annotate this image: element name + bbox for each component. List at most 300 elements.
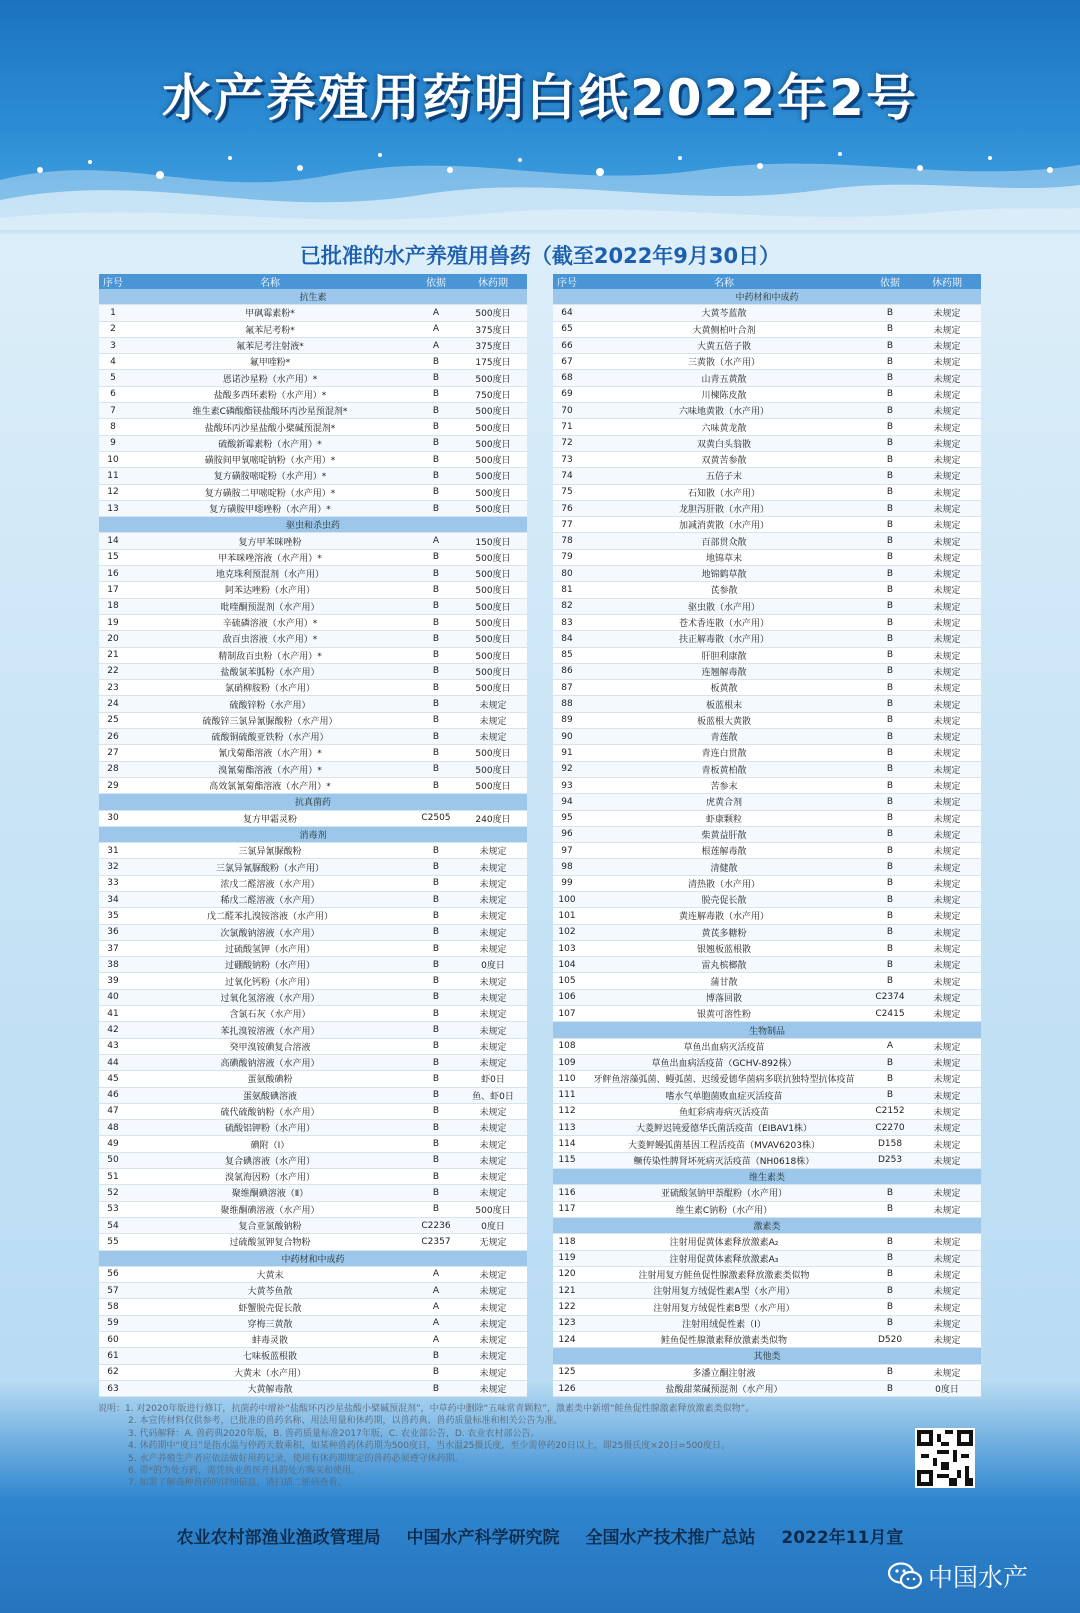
table-row <box>553 1283 981 1299</box>
table-row <box>553 500 981 516</box>
cell-name: 蒲甘散 <box>581 973 867 989</box>
cell-no: 112 <box>553 1103 581 1119</box>
cell-name: 碘附（Ⅰ） <box>127 1136 413 1152</box>
cell-name: 含氯石灰（水产用） <box>127 1006 413 1022</box>
cell-period: 未规定 <box>913 533 981 549</box>
table-row <box>553 370 981 386</box>
cell-no: 73 <box>553 451 581 467</box>
cell-basis: B <box>867 1250 913 1266</box>
table-row <box>99 924 527 940</box>
cell-no: 46 <box>99 1087 127 1103</box>
cell-basis: A <box>413 1283 459 1299</box>
cell-period: 未规定 <box>913 419 981 435</box>
cell-no: 116 <box>553 1185 581 1201</box>
cell-period: 150度日 <box>459 533 527 549</box>
cell-period: 未规定 <box>913 1201 981 1217</box>
cell-basis: C2415 <box>867 1006 913 1022</box>
table-row <box>99 810 527 826</box>
cell-no: 42 <box>99 1022 127 1038</box>
qr-code-icon <box>917 1430 973 1486</box>
cell-basis: B <box>413 696 459 712</box>
cell-period: 500度日 <box>459 305 527 321</box>
cell-name: 脱壳促长散 <box>581 891 867 907</box>
cell-no: 69 <box>553 386 581 402</box>
cell-period: 500度日 <box>459 614 527 630</box>
cell-basis: B <box>413 1087 459 1103</box>
note-line: 5. 水产养殖生产者应依法做好用药记录，使用有休药期规定的兽药必须遵守休药期。 <box>128 1453 464 1464</box>
cell-name: 银翘板蓝根散 <box>581 940 867 956</box>
cell-no: 88 <box>553 696 581 712</box>
cell-basis: B <box>413 908 459 924</box>
cell-basis: B <box>413 1038 459 1054</box>
cell-name: 大菱鲆鳗弧菌基因工程活疫苗（MVAV6203株） <box>581 1136 867 1152</box>
cell-no: 48 <box>99 1120 127 1136</box>
cell-basis: B <box>867 794 913 810</box>
cell-no: 76 <box>553 500 581 516</box>
cell-no: 114 <box>553 1136 581 1152</box>
cell-no: 57 <box>99 1283 127 1299</box>
cell-no: 93 <box>553 777 581 793</box>
table-row <box>553 484 981 500</box>
cell-basis: B <box>413 1169 459 1185</box>
cell-name: 过硼酸钠粉（水产用） <box>127 957 413 973</box>
cell-name: 维生素C钠粉（水产用） <box>581 1201 867 1217</box>
cell-name: 硫酸锌三氯异氰脲酸粉（水产用） <box>127 712 413 728</box>
cell-no: 121 <box>553 1283 581 1299</box>
cell-no: 113 <box>553 1120 581 1136</box>
table-row <box>553 712 981 728</box>
cell-basis: A <box>867 1038 913 1054</box>
cell-name: 盐酸甜菜碱预混剂（水产用） <box>581 1380 867 1396</box>
cell-no: 16 <box>99 566 127 582</box>
cell-no: 14 <box>99 533 127 549</box>
cell-name: 大菱鲆迟钝爱德华氏菌活疫苗（EIBAV1株） <box>581 1120 867 1136</box>
cell-name: 复方磺胺嘧啶粉（水产用）* <box>127 468 413 484</box>
cell-basis: B <box>413 729 459 745</box>
cell-period: 未规定 <box>913 647 981 663</box>
footer-orgs <box>0 1523 1080 1548</box>
cell-period: 未规定 <box>913 875 981 891</box>
cell-no: 47 <box>99 1103 127 1119</box>
cell-no: 67 <box>553 354 581 370</box>
cell-period: 未规定 <box>459 1348 527 1364</box>
table-row <box>99 875 527 891</box>
cell-period: 500度日 <box>459 566 527 582</box>
cell-name: 青连白贯散 <box>581 745 867 761</box>
cell-basis: C2236 <box>413 1217 459 1233</box>
cell-no: 23 <box>99 680 127 696</box>
table-row <box>99 435 527 451</box>
cell-period: 未规定 <box>913 517 981 533</box>
table-row <box>99 1087 527 1103</box>
table-row <box>553 1038 981 1054</box>
cell-period: 500度日 <box>459 598 527 614</box>
table-row <box>99 337 527 353</box>
qr-code[interactable] <box>915 1428 975 1488</box>
cell-no: 75 <box>553 484 581 500</box>
table-row <box>553 598 981 614</box>
table-row <box>99 1283 527 1299</box>
cell-basis: B <box>867 435 913 451</box>
cell-basis: B <box>867 1087 913 1103</box>
col-header-period: 休药期 <box>459 274 527 289</box>
cell-period: 未规定 <box>913 1299 981 1315</box>
org-1: 农业农村部渔业渔政管理局 <box>176 1528 381 1548</box>
cell-period: 未规定 <box>913 614 981 630</box>
cell-no: 7 <box>99 403 127 419</box>
table-header <box>99 274 527 289</box>
cell-period: 未规定 <box>459 891 527 907</box>
cell-name: 鲑鱼促性腺激素释放激素类似物 <box>581 1332 867 1348</box>
cell-basis: B <box>867 696 913 712</box>
table-row <box>553 696 981 712</box>
cell-no: 54 <box>99 1217 127 1233</box>
table-row <box>99 1103 527 1119</box>
cell-period: 未规定 <box>913 598 981 614</box>
table-row <box>99 647 527 663</box>
table-row <box>553 729 981 745</box>
cell-basis: B <box>867 468 913 484</box>
cell-period: 240度日 <box>459 810 527 826</box>
cell-basis: B <box>867 1315 913 1331</box>
cell-basis: B <box>867 1266 913 1282</box>
cell-period: 未规定 <box>913 305 981 321</box>
cell-no: 39 <box>99 973 127 989</box>
cell-basis: B <box>867 1185 913 1201</box>
cell-basis: B <box>867 566 913 582</box>
cell-basis: B <box>867 598 913 614</box>
cell-basis: B <box>413 680 459 696</box>
table-row <box>553 435 981 451</box>
cell-basis: B <box>867 924 913 940</box>
brand-name: 中国水产 <box>928 1563 1029 1592</box>
cell-name: 嗜水气单胞菌败血症灭活疫苗 <box>581 1087 867 1103</box>
cell-name: 双黄白头翁散 <box>581 435 867 451</box>
cell-period: 500度日 <box>459 631 527 647</box>
cell-name: 板蓝根大黄散 <box>581 712 867 728</box>
cell-basis: B <box>867 940 913 956</box>
cell-name: 七味板蓝根散 <box>127 1348 413 1364</box>
table-row <box>99 712 527 728</box>
cell-name: 氟苯尼考注射液* <box>127 337 413 353</box>
cell-no: 106 <box>553 989 581 1005</box>
table-row <box>553 631 981 647</box>
cell-no: 32 <box>99 859 127 875</box>
cell-period: 未规定 <box>913 1071 981 1087</box>
cell-period: 500度日 <box>459 663 527 679</box>
cell-no: 104 <box>553 957 581 973</box>
cell-period: 未规定 <box>913 1136 981 1152</box>
cell-period: 未规定 <box>913 859 981 875</box>
cell-basis: B <box>413 924 459 940</box>
cell-name: 复合碘溶液（水产用） <box>127 1152 413 1168</box>
cell-no: 87 <box>553 680 581 696</box>
table-row <box>553 940 981 956</box>
table-row <box>553 973 981 989</box>
cell-period: 未规定 <box>913 1087 981 1103</box>
table-row <box>99 1169 527 1185</box>
col-header-no: 序号 <box>99 274 127 289</box>
cell-period: 未规定 <box>459 1136 527 1152</box>
cell-period: 未规定 <box>913 1332 981 1348</box>
cell-period: 500度日 <box>459 419 527 435</box>
cell-basis: B <box>867 859 913 875</box>
cell-name: 硫酸新霉素粉（水产用）* <box>127 435 413 451</box>
cell-period: 未规定 <box>913 810 981 826</box>
table-row <box>553 468 981 484</box>
cell-name: 溴氰菊酯溶液（水产用）* <box>127 761 413 777</box>
cell-no: 3 <box>99 337 127 353</box>
cell-basis: B <box>413 435 459 451</box>
cell-name: 大黄芩蓝散 <box>581 305 867 321</box>
cell-no: 5 <box>99 370 127 386</box>
cell-period: 500度日 <box>459 451 527 467</box>
table-row <box>553 891 981 907</box>
cell-no: 123 <box>553 1315 581 1331</box>
cell-basis: B <box>413 1103 459 1119</box>
cell-no: 122 <box>553 1299 581 1315</box>
cell-no: 119 <box>553 1250 581 1266</box>
cell-name: 板黄散 <box>581 680 867 696</box>
cell-period: 未规定 <box>459 859 527 875</box>
cell-period: 0度日 <box>913 1380 981 1396</box>
cell-no: 115 <box>553 1152 581 1168</box>
cell-basis: B <box>867 761 913 777</box>
table-row <box>99 321 527 337</box>
cell-period: 500度日 <box>459 500 527 516</box>
cell-name: 草鱼出血病灭活疫苗 <box>581 1038 867 1054</box>
cell-basis: A <box>413 1299 459 1315</box>
col-header-no: 序号 <box>553 274 581 289</box>
cell-name: 复方磺胺二甲嘧啶粉（水产用）* <box>127 484 413 500</box>
cell-basis: B <box>413 712 459 728</box>
cell-name: 硫酸铝钾粉（水产用） <box>127 1120 413 1136</box>
table-row <box>553 989 981 1005</box>
cell-name: 穿梅三黄散 <box>127 1315 413 1331</box>
cell-basis: B <box>413 598 459 614</box>
cell-basis: B <box>867 843 913 859</box>
cell-period: 500度日 <box>459 1201 527 1217</box>
cell-no: 26 <box>99 729 127 745</box>
cell-no: 124 <box>553 1332 581 1348</box>
cell-no: 27 <box>99 745 127 761</box>
cell-name: 六味黄龙散 <box>581 419 867 435</box>
cell-period: 未规定 <box>913 370 981 386</box>
table-row <box>553 1136 981 1152</box>
cell-no: 20 <box>99 631 127 647</box>
cell-basis: B <box>867 370 913 386</box>
cell-basis: B <box>413 663 459 679</box>
cell-no: 10 <box>99 451 127 467</box>
table-row <box>99 582 527 598</box>
cell-period: 500度日 <box>459 647 527 663</box>
cell-basis: C2374 <box>867 989 913 1005</box>
cell-period: 未规定 <box>913 1364 981 1380</box>
cell-name: 复方甲霜灵粉 <box>127 810 413 826</box>
cell-name: 百部贯众散 <box>581 533 867 549</box>
cell-period: 未规定 <box>913 403 981 419</box>
cell-period: 未规定 <box>459 1022 527 1038</box>
cell-basis: B <box>413 386 459 402</box>
cell-name: 三氯异氰脲酸粉 <box>127 843 413 859</box>
cell-basis: B <box>867 614 913 630</box>
table-row <box>99 1006 527 1022</box>
cell-name: 高效氯氰菊酯溶液（水产用）* <box>127 777 413 793</box>
cell-basis: B <box>413 761 459 777</box>
table-row <box>99 370 527 386</box>
cell-no: 44 <box>99 1054 127 1070</box>
cell-name: 溴氯海因粉（水产用） <box>127 1169 413 1185</box>
cell-period: 未规定 <box>459 1364 527 1380</box>
cell-period: 500度日 <box>459 403 527 419</box>
cell-period: 500度日 <box>459 484 527 500</box>
cell-period: 未规定 <box>459 973 527 989</box>
cell-period: 未规定 <box>459 1185 527 1201</box>
cell-basis: B <box>413 957 459 973</box>
cell-no: 80 <box>553 566 581 582</box>
cell-name: 黄芪多糖粉 <box>581 924 867 940</box>
cell-name: 甲砜霉素粉* <box>127 305 413 321</box>
cell-basis: B <box>413 1348 459 1364</box>
table-row <box>99 533 527 549</box>
cell-name: 柴黄益肝散 <box>581 826 867 842</box>
cell-basis: B <box>413 1071 459 1087</box>
table-row <box>99 1380 527 1396</box>
cell-period: 未规定 <box>459 1315 527 1331</box>
cell-basis: B <box>413 566 459 582</box>
table-row <box>99 305 527 321</box>
cell-basis: B <box>413 891 459 907</box>
col-header-name: 名称 <box>127 274 413 289</box>
cell-period: 500度日 <box>459 582 527 598</box>
cell-period: 500度日 <box>459 370 527 386</box>
cell-basis: B <box>413 500 459 516</box>
category-row <box>553 1022 981 1038</box>
cell-name: 草鱼出血病活疫苗（GCHV-892株） <box>581 1054 867 1070</box>
org-3: 全国水产技术推广总站 <box>585 1528 756 1548</box>
table-row <box>553 745 981 761</box>
cell-period: 未规定 <box>913 957 981 973</box>
table-row <box>99 908 527 924</box>
cell-no: 66 <box>553 337 581 353</box>
table-row <box>99 1185 527 1201</box>
table-row <box>553 533 981 549</box>
cell-period: 500度日 <box>459 435 527 451</box>
note-line: 6. 带*的为处方药，需凭执业兽医开具的处方购买和使用。 <box>128 1466 360 1477</box>
cell-no: 91 <box>553 745 581 761</box>
cell-name: 连翘解毒散 <box>581 663 867 679</box>
cell-period: 未规定 <box>913 663 981 679</box>
cell-period: 鱼、虾0日 <box>459 1087 527 1103</box>
cell-basis: B <box>413 549 459 565</box>
cell-basis: A <box>413 305 459 321</box>
table-row <box>99 989 527 1005</box>
cell-basis: A <box>413 533 459 549</box>
cell-period: 500度日 <box>459 745 527 761</box>
cell-period: 500度日 <box>459 761 527 777</box>
cell-basis: A <box>413 1315 459 1331</box>
cell-no: 85 <box>553 647 581 663</box>
category-row <box>553 1217 981 1233</box>
cell-no: 109 <box>553 1054 581 1070</box>
cell-name: 注射用复方绒促性素A型（水产用） <box>581 1283 867 1299</box>
cell-name: 氯硝柳胺粉（水产用） <box>127 680 413 696</box>
cell-basis: B <box>413 354 459 370</box>
cell-basis: B <box>867 973 913 989</box>
cell-basis: B <box>413 647 459 663</box>
cell-basis: B <box>413 1364 459 1380</box>
cell-period: 未规定 <box>459 940 527 956</box>
cell-name: 注射用促黄体素释放激素A₂ <box>581 1234 867 1250</box>
cell-no: 83 <box>553 614 581 630</box>
cell-period: 未规定 <box>459 924 527 940</box>
cell-no: 105 <box>553 973 581 989</box>
cell-basis: B <box>413 1380 459 1396</box>
cell-name: 过氧化钙粉（水产用） <box>127 973 413 989</box>
cell-period: 500度日 <box>459 549 527 565</box>
cell-period: 375度日 <box>459 321 527 337</box>
cell-no: 72 <box>553 435 581 451</box>
cell-period: 500度日 <box>459 680 527 696</box>
cell-name: 吡喹酮预混剂（水产用） <box>127 598 413 614</box>
cell-name: 龙胆泻肝散（水产用） <box>581 500 867 516</box>
cell-period: 未规定 <box>913 1185 981 1201</box>
cell-name: 蛋氨酸碘溶液 <box>127 1087 413 1103</box>
cell-period: 未规定 <box>459 1038 527 1054</box>
cell-basis: B <box>867 777 913 793</box>
table-row <box>99 1266 527 1282</box>
cell-period: 175度日 <box>459 354 527 370</box>
cell-no: 111 <box>553 1087 581 1103</box>
cell-basis: B <box>867 305 913 321</box>
cell-basis: B <box>413 1022 459 1038</box>
cell-period: 未规定 <box>913 631 981 647</box>
table-row <box>553 1087 981 1103</box>
table-row <box>99 549 527 565</box>
cell-no: 33 <box>99 875 127 891</box>
cell-basis: B <box>413 875 459 891</box>
cell-no: 79 <box>553 549 581 565</box>
table-row <box>553 1006 981 1022</box>
cell-name: 多潘立酮注射液 <box>581 1364 867 1380</box>
cell-no: 107 <box>553 1006 581 1022</box>
cell-no: 50 <box>99 1152 127 1168</box>
table-row <box>99 1299 527 1315</box>
cell-no: 9 <box>99 435 127 451</box>
cell-name: 大黄解毒散 <box>127 1380 413 1396</box>
cell-basis: D520 <box>867 1332 913 1348</box>
cell-period: 未规定 <box>913 908 981 924</box>
cell-name: 硫代硫酸钠粉（水产用） <box>127 1103 413 1119</box>
cell-basis: B <box>867 419 913 435</box>
table-row <box>553 517 981 533</box>
cell-name: 聚维酮碘溶液（水产用） <box>127 1201 413 1217</box>
cell-period: 未规定 <box>913 386 981 402</box>
cell-name: 三黄散（水产用） <box>581 354 867 370</box>
cell-period: 500度日 <box>459 468 527 484</box>
cell-name: 注射用绒促性素（Ⅰ） <box>581 1315 867 1331</box>
table-row <box>553 1364 981 1380</box>
table-row <box>553 1201 981 1217</box>
cell-no: 125 <box>553 1364 581 1380</box>
category-row <box>99 289 527 305</box>
cell-period: 未规定 <box>913 1103 981 1119</box>
cell-no: 82 <box>553 598 581 614</box>
table-row <box>553 777 981 793</box>
table-row <box>99 957 527 973</box>
cell-basis: B <box>413 614 459 630</box>
table-row <box>99 1071 527 1087</box>
